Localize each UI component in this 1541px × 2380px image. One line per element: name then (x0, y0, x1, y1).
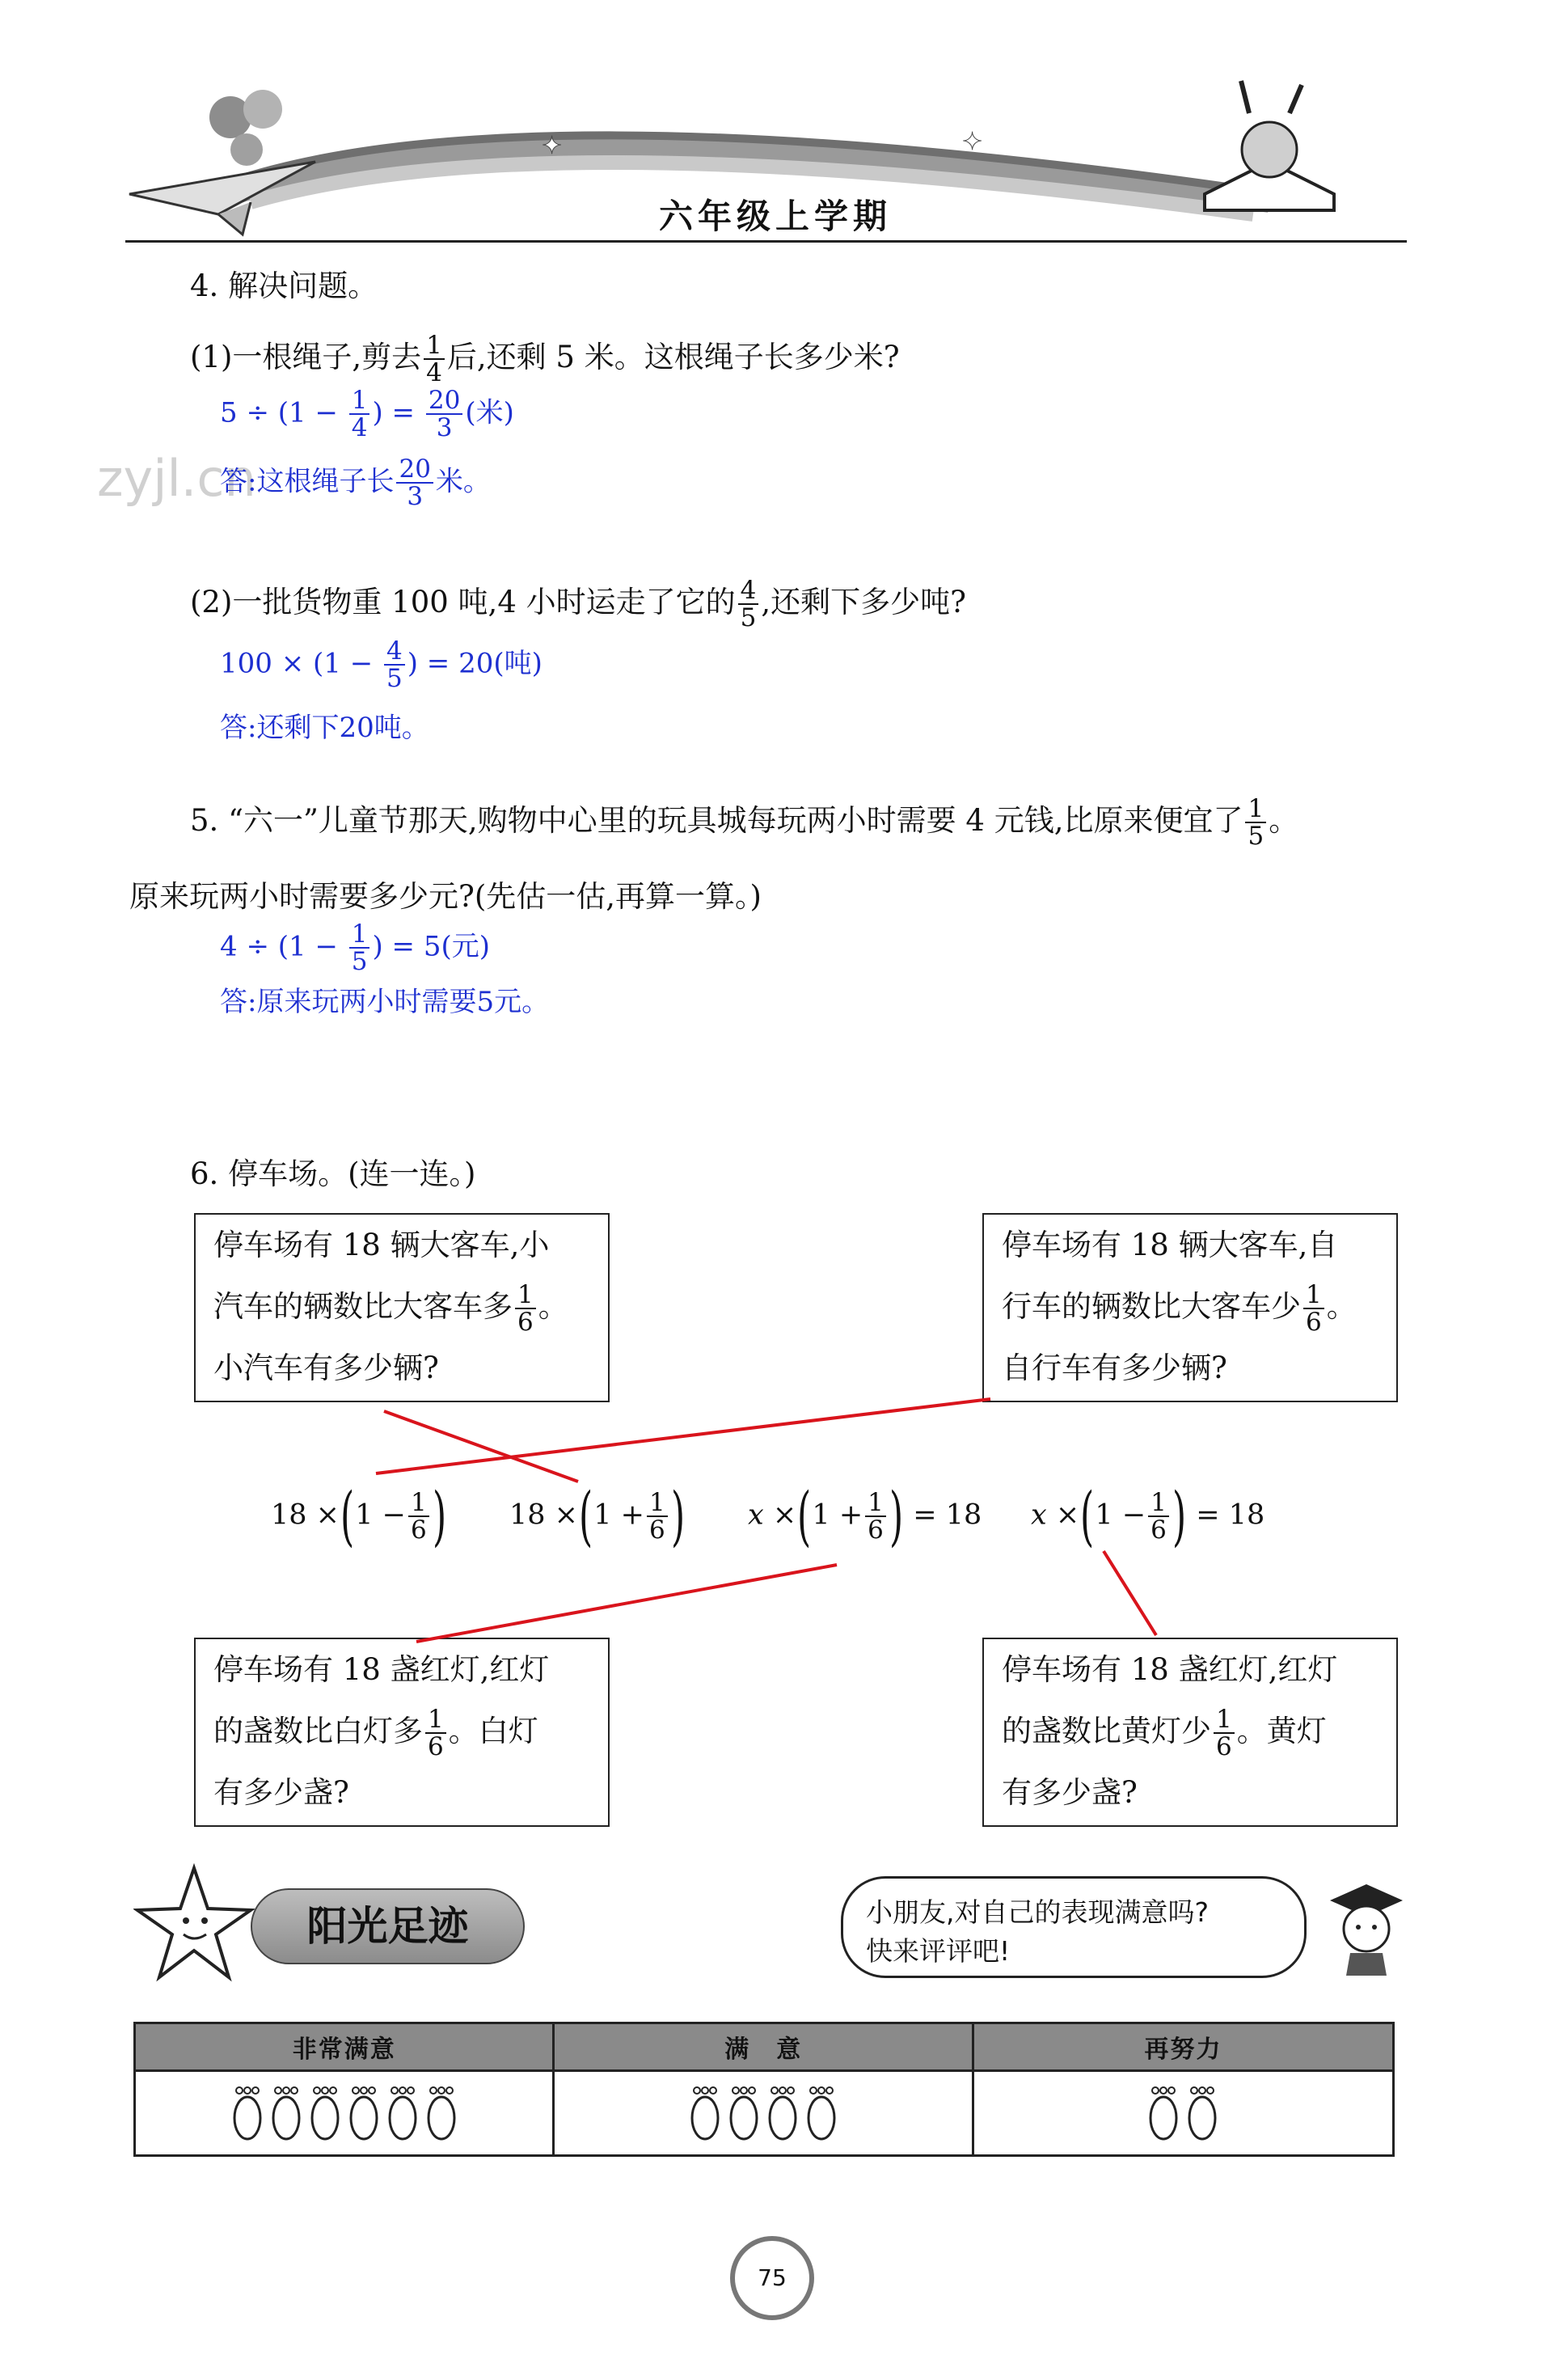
toe-icon (1160, 2087, 1167, 2094)
speech-bubble: 小朋友,对自己的表现满意吗? 快来评评吧! (841, 1876, 1307, 1978)
watermark: zyjl.cn (97, 449, 256, 508)
toe-icon (430, 2087, 437, 2094)
q4-p1-answer-text: 答:这根绳子长 $\frac{20}{3}$ 米。 (220, 454, 491, 511)
expr-18-times-1-plus[interactable]: 18 ×(1 + $\frac{1}{6}$ ) (509, 1478, 685, 1554)
toe-icon (291, 2087, 298, 2094)
connection-line (376, 1399, 990, 1473)
page-number: 75 (758, 2264, 787, 2291)
toe-icon (818, 2087, 825, 2094)
toe-icon (446, 2087, 453, 2094)
q4-p1-answer-equation: 5 ÷ (1 − $\frac{1}{4}$ ) = $\frac{20}{3}$ (米) (220, 386, 514, 442)
toe-icon (322, 2087, 328, 2094)
rating-header: 再努力 (973, 2023, 1393, 2071)
toe-icon (694, 2087, 700, 2094)
footprint-icon (429, 2097, 454, 2139)
connection-line (1104, 1551, 1156, 1635)
q6-heading: 6. 停车场。(连一连。) (190, 1156, 476, 1191)
rating-cell-satisfied[interactable] (554, 2071, 973, 2156)
footprints-icon (1144, 2079, 1222, 2144)
rating-header: 满 意 (554, 2023, 973, 2071)
expr-x-times-1-plus[interactable]: x ×(1 + $\frac{1}{6}$ ) = 18 (748, 1478, 982, 1554)
toe-icon (741, 2087, 747, 2094)
q4-p2-question: (2)一批货物重 100 吨,4 小时运走了它的 $\frac{4}{5}$ ,还剩下多少吨? (190, 576, 966, 632)
toe-icon (787, 2087, 794, 2094)
rating-cell-try-harder[interactable] (973, 2071, 1393, 2156)
toe-icon (407, 2087, 414, 2094)
box-small-cars[interactable]: 停车场有 18 辆大客车,小 汽车的辆数比大客车多 $\frac{1}{6}$ 。 小汽车有多少辆? (194, 1213, 610, 1402)
toe-icon (1207, 2087, 1214, 2094)
toe-icon (438, 2087, 445, 2094)
q4-p2-answer-text: 答:还剩下20吨。 (220, 712, 429, 744)
toe-icon (399, 2087, 406, 2094)
q5-answer-text: 答:原来玩两小时需要5元。 (220, 986, 550, 1018)
expr-18-times-1-minus[interactable]: 18 ×(1 − $\frac{1}{6}$ ) (271, 1478, 446, 1554)
section-title-pill (251, 1888, 525, 1964)
toe-icon (314, 2087, 320, 2094)
footprint-icon (808, 2097, 834, 2139)
q5-answer-equation: 4 ÷ (1 − $\frac{1}{5}$ ) = 5(元) (220, 919, 491, 976)
toe-icon (369, 2087, 375, 2094)
footprint-icon (1150, 2097, 1176, 2139)
footprint-icon (692, 2097, 718, 2139)
rating-table (133, 2022, 1395, 2157)
rating-header-row (135, 2023, 1394, 2071)
toe-icon (1152, 2087, 1159, 2094)
rating-header: 非常满意 (135, 2023, 554, 2071)
footprint-icon (273, 2097, 299, 2139)
svg-text:✦: ✦ (962, 128, 983, 156)
toe-icon (353, 2087, 359, 2094)
toe-icon (826, 2087, 833, 2094)
toe-icon (244, 2087, 251, 2094)
toe-icon (391, 2087, 398, 2094)
toe-icon (1199, 2087, 1205, 2094)
toe-icon (1191, 2087, 1197, 2094)
svg-text:✦: ✦ (542, 132, 563, 160)
connection-line (384, 1411, 578, 1482)
toe-icon (275, 2087, 281, 2094)
q5-question-line2: 原来玩两小时需要多少元?(先估一估,再算一算。) (129, 879, 762, 914)
q4-p1-question: (1)一根绳子,剪去 $\frac{1}{4}$ 后,还剩 5 米。这根绳子长多少米? (190, 331, 900, 387)
toe-icon (702, 2087, 708, 2094)
rating-footprints-row (135, 2071, 1394, 2156)
toe-icon (236, 2087, 243, 2094)
box-bicycles[interactable]: 停车场有 18 辆大客车,自 行车的辆数比大客车少 $\frac{1}{6}$ 。 自行车有多少辆? (982, 1213, 1398, 1402)
rating-cell-very-satisfied[interactable] (135, 2071, 554, 2156)
footprint-icon (731, 2097, 757, 2139)
toe-icon (283, 2087, 289, 2094)
toe-icon (361, 2087, 367, 2094)
toe-icon (330, 2087, 336, 2094)
footprint-icon (351, 2097, 377, 2139)
toe-icon (771, 2087, 778, 2094)
q5-question-line1: 5. “六一”儿童节那天,购物中心里的玩具城每玩两小时需要 4 元钱,比原来便宜了 $\frac{1}{5}$ 。 (190, 794, 1299, 851)
footprint-icon (312, 2097, 338, 2139)
footprint-icon (1189, 2097, 1215, 2139)
banner-title: 六年级上学期 (659, 197, 893, 236)
q4-heading: 4. 解决问题。 (190, 268, 378, 303)
footprints-icon (686, 2079, 841, 2144)
footprint-icon (770, 2097, 796, 2139)
star-mascot-icon (133, 1860, 255, 1989)
connection-line (416, 1565, 837, 1642)
footprint-icon (390, 2097, 416, 2139)
box-yellow-lights[interactable]: 停车场有 18 盏红灯,红灯 的盏数比黄灯少 $\frac{1}{6}$ 。黄灯 有多少盏? (982, 1638, 1398, 1827)
graduate-kid-icon (1326, 1880, 1407, 1977)
fraction: $\frac{1}{4}$ (424, 333, 445, 386)
expr-x-times-1-minus[interactable]: x ×(1 − $\frac{1}{6}$ ) = 18 (1031, 1478, 1265, 1554)
page-number-badge (730, 2236, 814, 2320)
toe-icon (1168, 2087, 1175, 2094)
toe-icon (710, 2087, 716, 2094)
section-title: 阳光足迹 (306, 1903, 469, 1950)
toe-icon (733, 2087, 739, 2094)
toe-icon (779, 2087, 786, 2094)
footprint-icon (234, 2097, 260, 2139)
toe-icon (810, 2087, 817, 2094)
footprints-icon (228, 2079, 461, 2144)
toe-icon (252, 2087, 259, 2094)
box-white-lights[interactable]: 停车场有 18 盏红灯,红灯 的盏数比白灯多 $\frac{1}{6}$ 。白灯 有多少盏? (194, 1638, 610, 1827)
q4-p2-answer-equation: 100 × (1 − $\frac{4}{5}$ ) = 20(吨) (220, 636, 543, 693)
toe-icon (749, 2087, 755, 2094)
